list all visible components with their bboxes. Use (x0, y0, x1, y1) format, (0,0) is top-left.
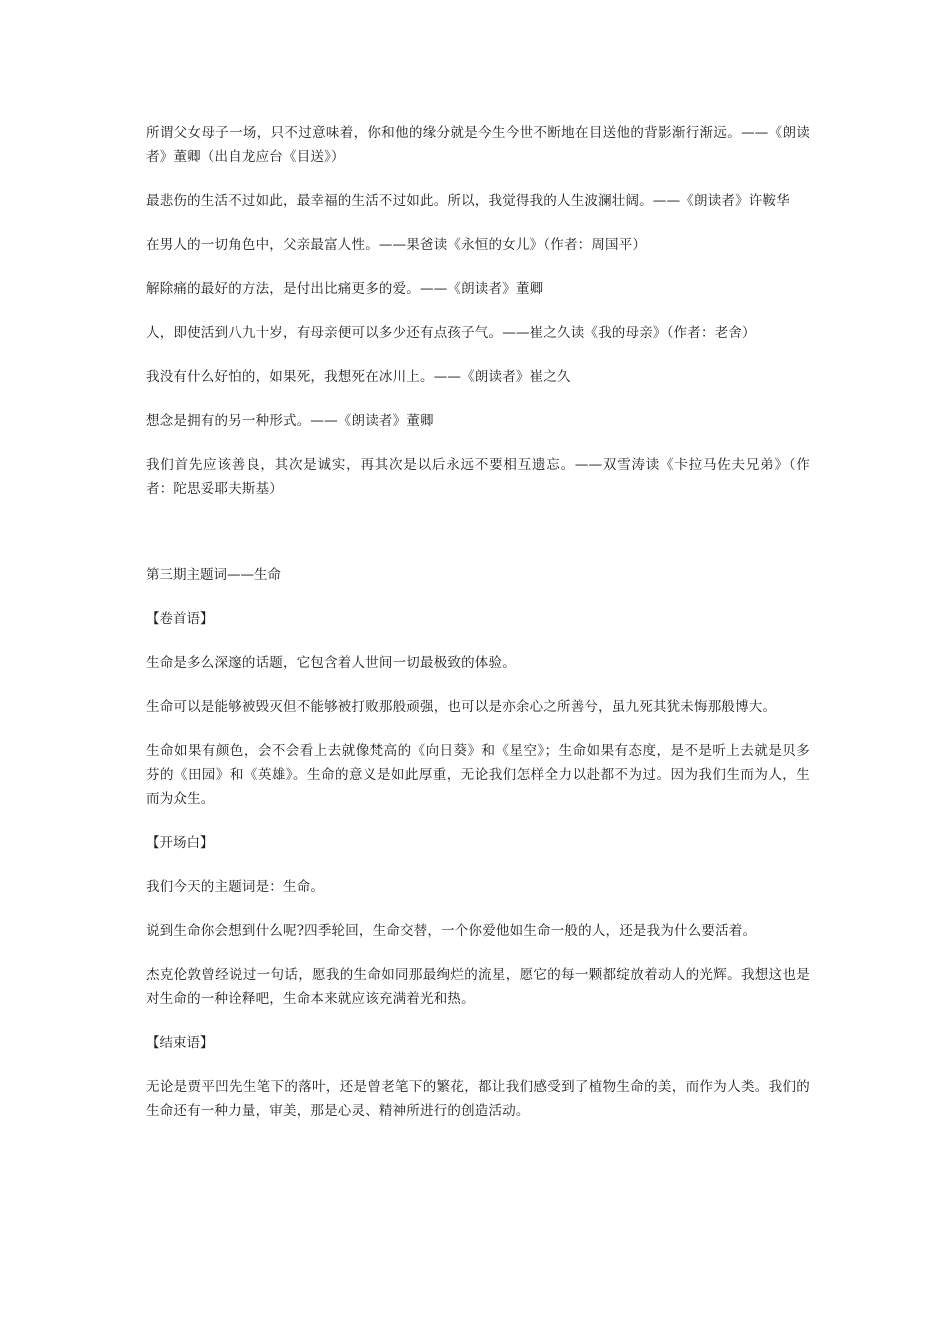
closing-heading: 【结束语】 (146, 1035, 214, 1051)
preface-heading: 【卷首语】 (146, 611, 214, 627)
quote-paragraph: 所谓父女母子一场，只不过意味着，你和他的缘分就是今生今世不断地在目送他的背影渐行渐远。——《朗读者》董卿（出自龙应台《目送》） (146, 125, 810, 165)
opening-paragraph: 我们今天的主题词是：生命。 (146, 879, 325, 895)
preface-paragraph: 生命可以是能够被毁灭但不能够被打败那般顽强，也可以是亦余心之所善兮，虽九死其犹未悔那般博大。 (146, 699, 777, 715)
quote-paragraph: 在男人的一切角色中，父亲最富人性。——果爸读《永恒的女儿》（作者：周国平） (146, 237, 647, 253)
opening-heading: 【开场白】 (146, 835, 214, 851)
opening-paragraph: 说到生命你会想到什么呢?四季轮回，生命交替，一个你爱他如生命一般的人，还是我为什么要活着。 (146, 923, 757, 939)
closing-paragraph: 无论是贾平凹先生笔下的落叶，还是曾老笔下的繁花，都让我们感受到了植物生命的美，而作为人类。我们的生命还有一种力量，审美，那是心灵、精神所进行的创造活动。 (146, 1079, 810, 1119)
quote-paragraph: 人，即使活到八九十岁，有母亲便可以多少还有点孩子气。——崔之久读《我的母亲》（作者：老舍） (146, 325, 756, 341)
quote-paragraph: 我们首先应该善良，其次是诚实，再其次是以后永远不要相互遗忘。——双雪涛读《卡拉马佐夫兄弟》（作者：陀思妥耶夫斯基） (146, 457, 810, 497)
quote-paragraph: 解除痛的最好的方法，是付出比痛更多的爱。——《朗读者》董卿 (146, 281, 544, 297)
document-page (146, 121, 810, 1143)
quote-paragraph: 想念是拥有的另一种形式。——《朗读者》董卿 (146, 413, 434, 429)
quote-paragraph: 最悲伤的生活不过如此，最幸福的生活不过如此。所以，我觉得我的人生波澜壮阔。——《朗读者》许鞍华 (146, 193, 790, 209)
quote-paragraph: 我没有什么好怕的，如果死，我想死在冰川上。——《朗读者》崔之久 (146, 369, 571, 385)
preface-paragraph: 生命是多么深邃的话题，它包含着人世间一切最极致的体验。 (146, 655, 516, 671)
opening-paragraph: 杰克伦敦曾经说过一句话，愿我的生命如同那最绚烂的流星，愿它的每一颗都绽放着动人的光辉。我想这也是对生命的一种诠释吧，生命本来就应该充满着光和热。 (146, 967, 810, 1007)
section-title: 第三期主题词——生命 (146, 567, 281, 583)
preface-paragraph: 生命如果有颜色，会不会看上去就像梵高的《向日葵》和《星空》；生命如果有态度，是不是听上去就是贝多芬的《田园》和《英雄》。生命的意义是如此厚重，无论我们怎样全力以赴都不为过。因为我们生而为人，生而为众生。 (146, 743, 810, 807)
